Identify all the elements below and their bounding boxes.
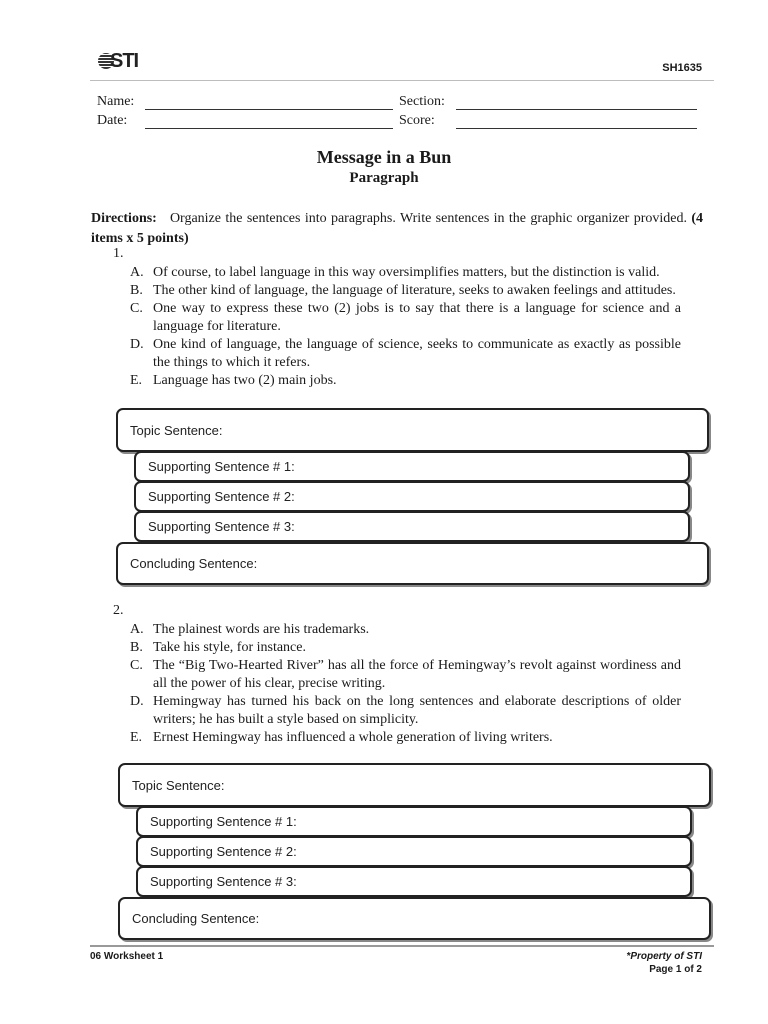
concluding-sentence-box-1[interactable]: Concluding Sentence: bbox=[116, 542, 709, 585]
worksheet-label: 06 Worksheet 1 bbox=[90, 951, 164, 962]
score-field[interactable] bbox=[456, 128, 697, 129]
directions-text: Organize the sentences into paragraphs. Write sentences in the graphic organizer provided. bbox=[169, 211, 687, 226]
section-field[interactable] bbox=[456, 109, 697, 110]
question-1-number: 1. bbox=[113, 246, 124, 261]
supporting-sentence-3-box-2[interactable]: Supporting Sentence # 3: bbox=[136, 866, 692, 897]
concluding-sentence-box-2[interactable]: Concluding Sentence: bbox=[118, 897, 711, 940]
list-item: D. One kind of language, the language of science, seeks to communicate as exactly as possible the things to which it refers. bbox=[130, 337, 681, 370]
supporting-sentence-2-box-1[interactable]: Supporting Sentence # 2: bbox=[134, 481, 690, 512]
topic-sentence-box-2[interactable]: Topic Sentence: bbox=[118, 763, 711, 807]
list-item: A. The plainest words are his trademarks. bbox=[130, 622, 370, 637]
list-item: B. The other kind of language, the language of literature, seeks to awaken feelings and attitudes. bbox=[130, 283, 676, 298]
list-item: B. Take his style, for instance. bbox=[130, 640, 306, 655]
list-item: C. The “Big Two-Hearted River” has all the force of Hemingway’s revolt against wordiness and all the power of his clear, precise writing. bbox=[130, 658, 681, 691]
directions bbox=[91, 209, 703, 249]
footer-divider bbox=[90, 945, 714, 947]
topic-sentence-box-1[interactable]: Topic Sentence: bbox=[116, 408, 709, 452]
date-label: Date: bbox=[97, 113, 128, 128]
list-item: D. Hemingway has turned his back on the long sentences and elaborate descriptions of older writers; he has built a style based on simplicity. bbox=[130, 694, 681, 727]
list-item: A. Of course, to label language in this way oversimplifies matters, but the distinction is valid. bbox=[130, 265, 660, 280]
score-label: Score: bbox=[399, 113, 435, 128]
property-notice: *Property of STI bbox=[626, 951, 702, 962]
list-item: C. One way to express these two (2) jobs is to say that there is a language for science and a language for literature. bbox=[130, 301, 681, 334]
supporting-sentence-3-box-1[interactable]: Supporting Sentence # 3: bbox=[134, 511, 690, 542]
name-field[interactable] bbox=[145, 109, 393, 110]
supporting-sentence-1-box-2[interactable]: Supporting Sentence # 1: bbox=[136, 806, 692, 837]
date-field[interactable] bbox=[145, 128, 393, 129]
supporting-sentence-1-box-1[interactable]: Supporting Sentence # 1: bbox=[134, 451, 690, 482]
list-item: E. Ernest Hemingway has influenced a whole generation of living writers. bbox=[130, 730, 553, 745]
worksheet-subtitle: Paragraph bbox=[349, 170, 419, 186]
directions-points: (4 items x 5 points) bbox=[91, 211, 704, 246]
worksheet-title: Message in a Bun bbox=[316, 147, 452, 167]
document-code: SH1635 bbox=[662, 62, 702, 74]
page-number: Page 1 of 2 bbox=[649, 964, 702, 975]
supporting-sentence-2-box-2[interactable]: Supporting Sentence # 2: bbox=[136, 836, 692, 867]
name-label: Name: bbox=[97, 94, 135, 109]
header-divider bbox=[90, 80, 714, 81]
section-label: Section: bbox=[399, 94, 445, 109]
question-2-number: 2. bbox=[113, 603, 124, 618]
list-item: E. Language has two (2) main jobs. bbox=[130, 373, 337, 388]
directions-label: Directions: bbox=[91, 211, 157, 226]
sti-logo: STI bbox=[98, 50, 138, 73]
